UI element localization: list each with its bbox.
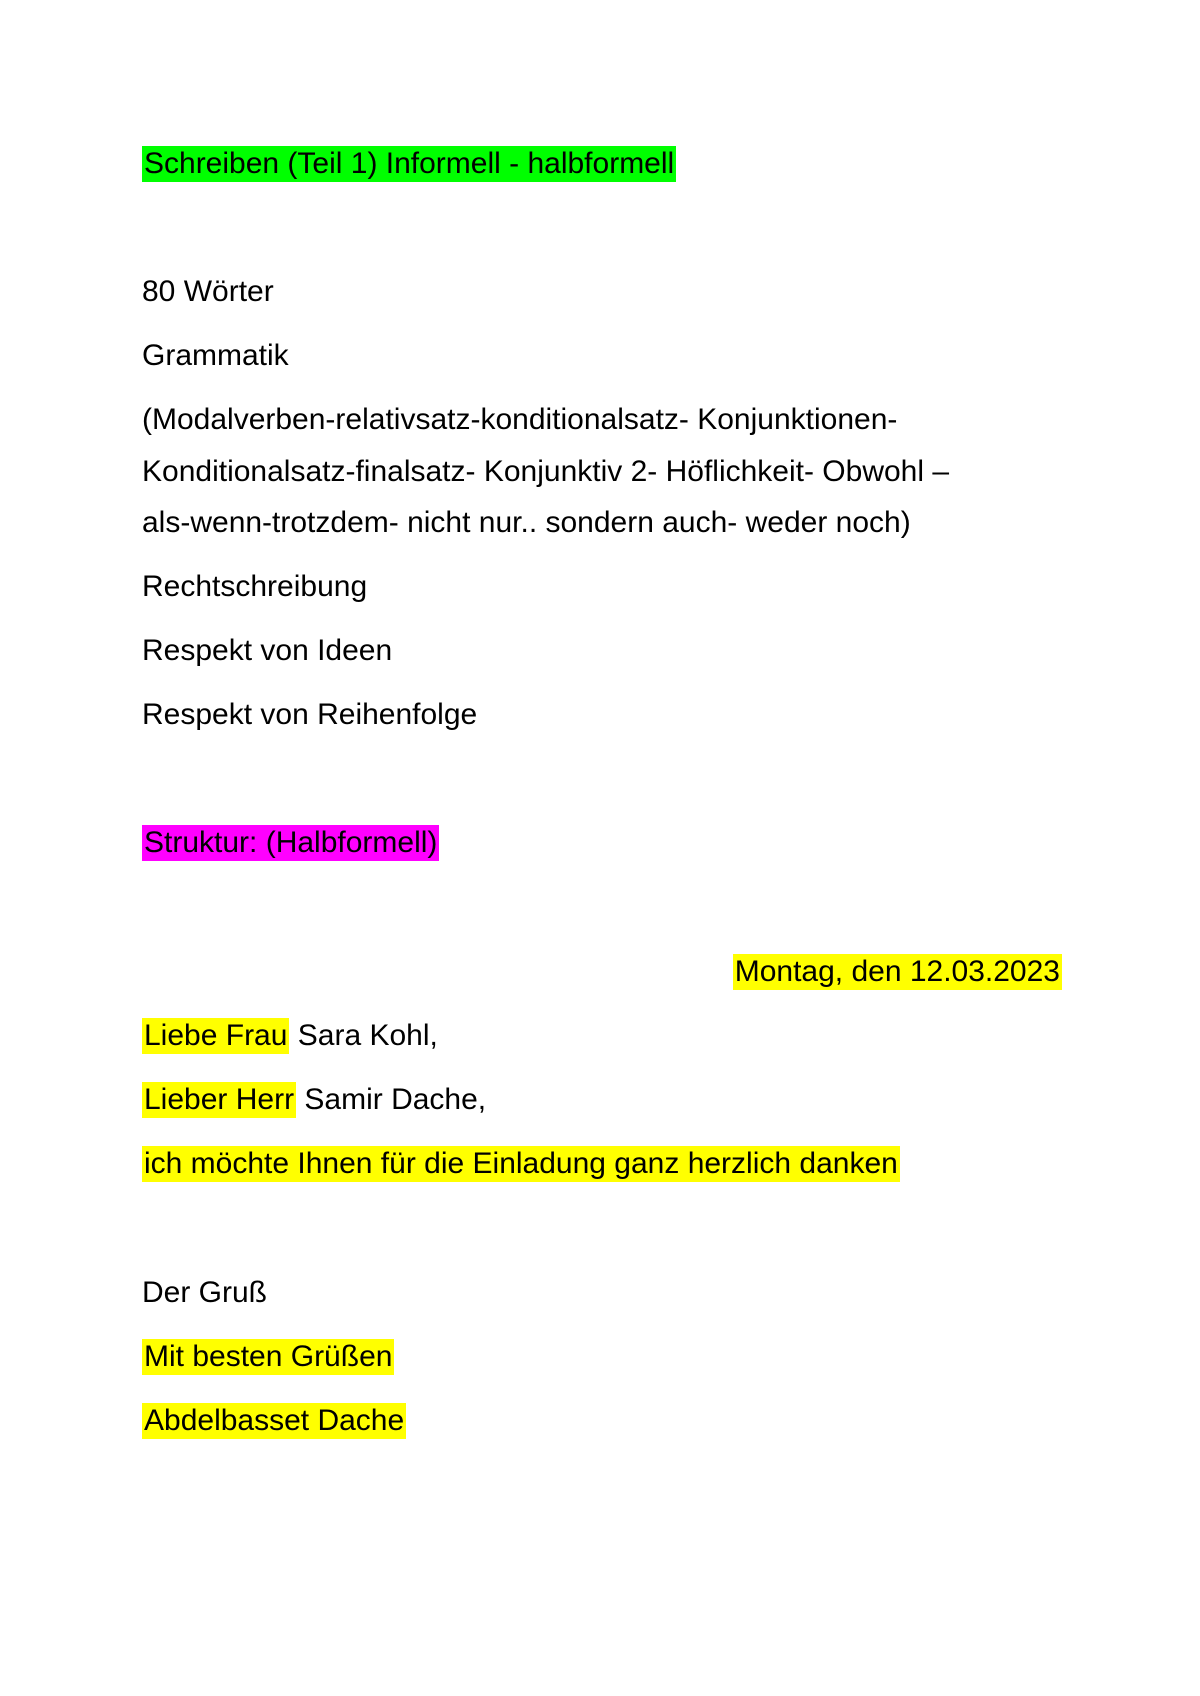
salutation-line-2 [142,1080,486,1120]
structure-line [142,823,439,863]
word-count: 80 Wörter [142,275,274,308]
date-line [733,952,1062,992]
signature-line [142,1401,406,1441]
salutation-1-name: Sara Kohl, [289,1019,438,1052]
signature-name: Abdelbasset Dache [144,1404,405,1437]
salutation-line-1 [142,1016,438,1056]
salutation-1-prefix: Liebe Frau [144,1019,288,1052]
grammar-list-line-1: (Modalverben-relativsatz-konditionalsatz- Konjunktionen- [142,403,898,436]
respect-order-item: Respekt von Reihenfolge [142,698,478,731]
closing-phrase: Mit besten Grüßen [144,1340,393,1373]
salutation-2-name: Samir Dache, [296,1083,487,1116]
grammar-heading: Grammatik [142,339,289,372]
structure-heading: Struktur: (Halbformell) [144,826,438,859]
respect-ideas-item: Respekt von Ideen [142,634,393,667]
document-title: Schreiben (Teil 1) Informell - halbformell [144,147,675,180]
greeting-heading: Der Gruß [142,1276,268,1309]
closing-line [142,1337,394,1377]
title-line [142,144,676,184]
letter-date: Montag, den 12.03.2023 [734,955,1060,988]
grammar-list-line-2: Konditionalsatz-finalsatz- Konjunktiv 2- Höflichkeit- Obwohl – [142,455,950,488]
spelling-item: Rechtschreibung [142,570,368,603]
intro-sentence: ich möchte Ihnen für die Einladung ganz herzlich danken [144,1147,898,1180]
intro-line [142,1144,900,1184]
salutation-2-prefix: Lieber Herr [144,1083,295,1116]
grammar-list-line-3: als-wenn-trotzdem- nicht nur.. sondern auch- weder noch) [142,506,911,539]
